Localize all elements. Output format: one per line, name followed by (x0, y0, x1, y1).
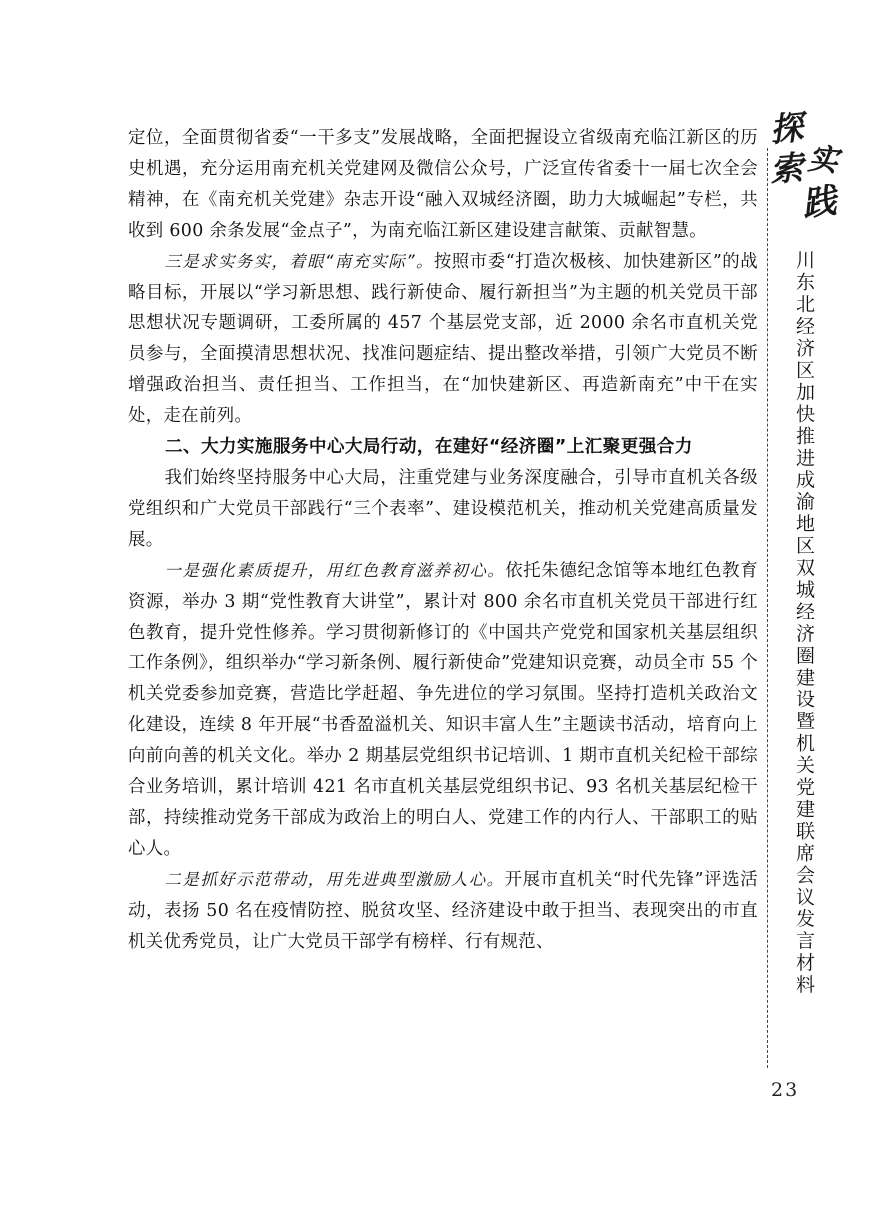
brand-char: 索 (768, 147, 805, 190)
body-text (128, 123, 758, 957)
paragraph-item-one (128, 556, 758, 865)
paragraph-text: 按照市委“打造次极核、加快建新区”的战略目标，开展以“学习新思想、践行新使命、履行新担当”为主题的机关党员干部思想状况专题调研，工委所属的 457 个基层党支部，近 2000 余名市直机关党员参与，全面摸清思想状况、找准问题症结、提出整改举措，引领广大党员不断增强政治担当、责任担当、工作担当，在“加快建新区、再造新南充”中干在实处，走在前列。 (128, 251, 758, 427)
brand-char: 践 (799, 180, 839, 226)
sidebar-divider (767, 148, 768, 1068)
paragraph-text: 开展市直机关“时代先锋”评选活动，表扬 50 名在疫情防控、脱贫攻坚、经济建设中敢于担当、表现突出的市直机关优秀党员，让广大党员干部学有榜样、行有规范、 (128, 869, 758, 952)
brand-char: 实 (806, 141, 840, 180)
paragraph-continuation (128, 123, 758, 247)
section-brand-logo (768, 107, 850, 230)
paragraph-lead: 三是求实务实，着眼“南充实际”。 (164, 251, 434, 271)
paragraph-lead: 一是强化素质提升，用红色教育滋养初心。 (164, 560, 506, 580)
paragraph-intro (128, 463, 758, 556)
paragraph-item-two (128, 865, 758, 958)
paragraph-item-three (128, 247, 758, 432)
section-heading: 二、大力实施服务中心大局行动，在建好“经济圈”上汇聚更强合力 (164, 437, 693, 458)
paragraph-text: 依托朱德纪念馆等本地红色教育资源，举办 3 期“党性教育大讲堂”，累计对 800 余名市直机关党员干部进行红色教育，提升党性修养。学习贯彻新修订的《中国共产党党和国家机关基层组织工作条例》，组织举办“学习新条例、履行新使命”党建知识竞赛，动员全市 55 个机关党委参加竞赛，营造比学赶超、争先进位的学习氛围。坚持打造机关政治文化建设，连续 8 年开展“书香盈溢机关、知识丰富人生”主题读书活动，培育向上向前向善的机关文化。举办 2 期基层党组织书记培训、1 期市直机关纪检干部综合业务培训，累计培训 421 名市直机关基层党组织书记、93 名机关基层纪检干部，持续推动党务干部成为政治上的明白人、党建工作的内行人、干部职工的贴心人。 (128, 560, 758, 859)
paragraph-lead: 二是抓好示范带动，用先进典型激励人心。 (164, 869, 505, 889)
page-number: 23 (771, 1079, 800, 1101)
paragraph-text: 我们始终坚持服务中心大局，注重党建与业务深度融合，引导市直机关各级党组织和广大党员干部践行“三个表率”、建设模范机关，推动机关党建高质量发展。 (128, 467, 758, 550)
running-title-vertical: 川东北经济区加快推进成渝地区双城经济圈建设暨机关党建联席会议发言材料 (793, 250, 815, 997)
paragraph-text: 定位，全面贯彻省委“一干多支”发展战略，全面把握设立省级南充临江新区的历史机遇，充分运用南充机关党建网及微信公众号，广泛宣传省委十一届七次全会精神，在《南充机关党建》杂志开设“融入双城经济圈，助力大城崛起”专栏，共收到 600 余条发展“金点子”，为南充临江新区建设建言献策、贡献智慧。 (128, 128, 758, 241)
brand-char: 探 (768, 107, 805, 150)
